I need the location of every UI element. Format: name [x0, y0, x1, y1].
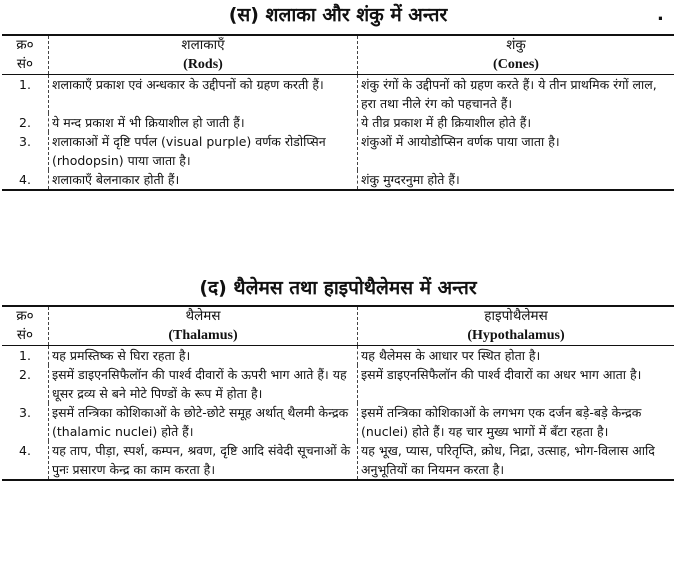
- thalamus-header: थैलेमस (Thalamus): [49, 306, 358, 346]
- cones-header: शंकु (Cones): [358, 35, 675, 75]
- table-header-row: [2, 306, 674, 346]
- table-row: 3. शलाकाओं में दृष्टि पर्पल (visual purple) वर्णक रोडोप्सिन (rhodopsin) पाया जाता है। शंकुओं में आयोडोप्सिन वर्णक पाया जाता है।: [2, 132, 674, 170]
- table-row: 2. इसमें डाइएनसिफैलॉन की पार्श्व दीवारों के ऊपरी भाग आते हैं। यह धूसर द्रव्य से बने मोटे पिण्डों के रूप में होता है। इसमें डाइएनसिफैलॉन की पार्श्व दीवारों का अधर भाग आता है।: [2, 365, 674, 403]
- table-row: 2. ये मन्द प्रकाश में भी क्रियाशील हो जाती हैं। ये तीव्र प्रकाश में ही क्रियाशील होते हैं।: [2, 113, 674, 132]
- table-row: 3. इसमें तन्त्रिका कोशिकाओं के छोटे-छोटे समूह अर्थात् थैलमी केन्द्रक (thalamic nuclei) होते हैं। इसमें तन्त्रिका कोशिकाओं के लगभग एक दर्जन बड़े-बड़े केन्द्रक (nuclei) होते हैं। यह चार मुख्य भागों में बँटा रहता है।: [2, 403, 674, 441]
- table-row: 1. यह प्रमस्तिष्क से घिरा रहता है। यह थैलेमस के आधार पर स्थित होता है।: [2, 346, 674, 366]
- hypothalamus-header: हाइपोथैलेमस (Hypothalamus): [358, 306, 675, 346]
- table-header-row: [2, 35, 674, 75]
- rods-cones-table: [2, 34, 674, 191]
- section-title-rods-cones: (स) शलाका और शंकु में अन्तर: [228, 4, 448, 26]
- serial-header: क्र० सं०: [2, 306, 49, 346]
- table-row: 4. यह ताप, पीड़ा, स्पर्श, कम्पन, श्रवण, दृष्टि आदि संवेदी सूचनाओं के पुनः प्रसारण केन्द्र का काम करता है। यह भूख, प्यास, परितृप्ति, क्रोध, निद्रा, उत्साह, भोग-विलास आदि अनुभूतियों का नियमन करता है।: [2, 441, 674, 480]
- table-row: 4. शलाकाएँ बेलनाकार होती हैं। शंकु मुग्दरनुमा होते हैं।: [2, 170, 674, 190]
- stray-dot: .: [657, 4, 664, 25]
- section-title-thalamus: (द) थैलेमस तथा हाइपोथैलेमस में अन्तर: [199, 277, 477, 299]
- table-row: 1. शलाकाएँ प्रकाश एवं अन्धकार के उद्दीपनों को ग्रहण करती हैं। शंकु रंगों के उद्दीपनों को ग्रहण करते हैं। ये तीन प्राथमिक रंगों लाल, हरा तथा नीले रंग को पहचानते हैं।: [2, 75, 674, 114]
- thalamus-table: [2, 305, 674, 481]
- serial-header: क्र० सं०: [2, 35, 49, 75]
- rods-header: शलाकाएँ (Rods): [49, 35, 358, 75]
